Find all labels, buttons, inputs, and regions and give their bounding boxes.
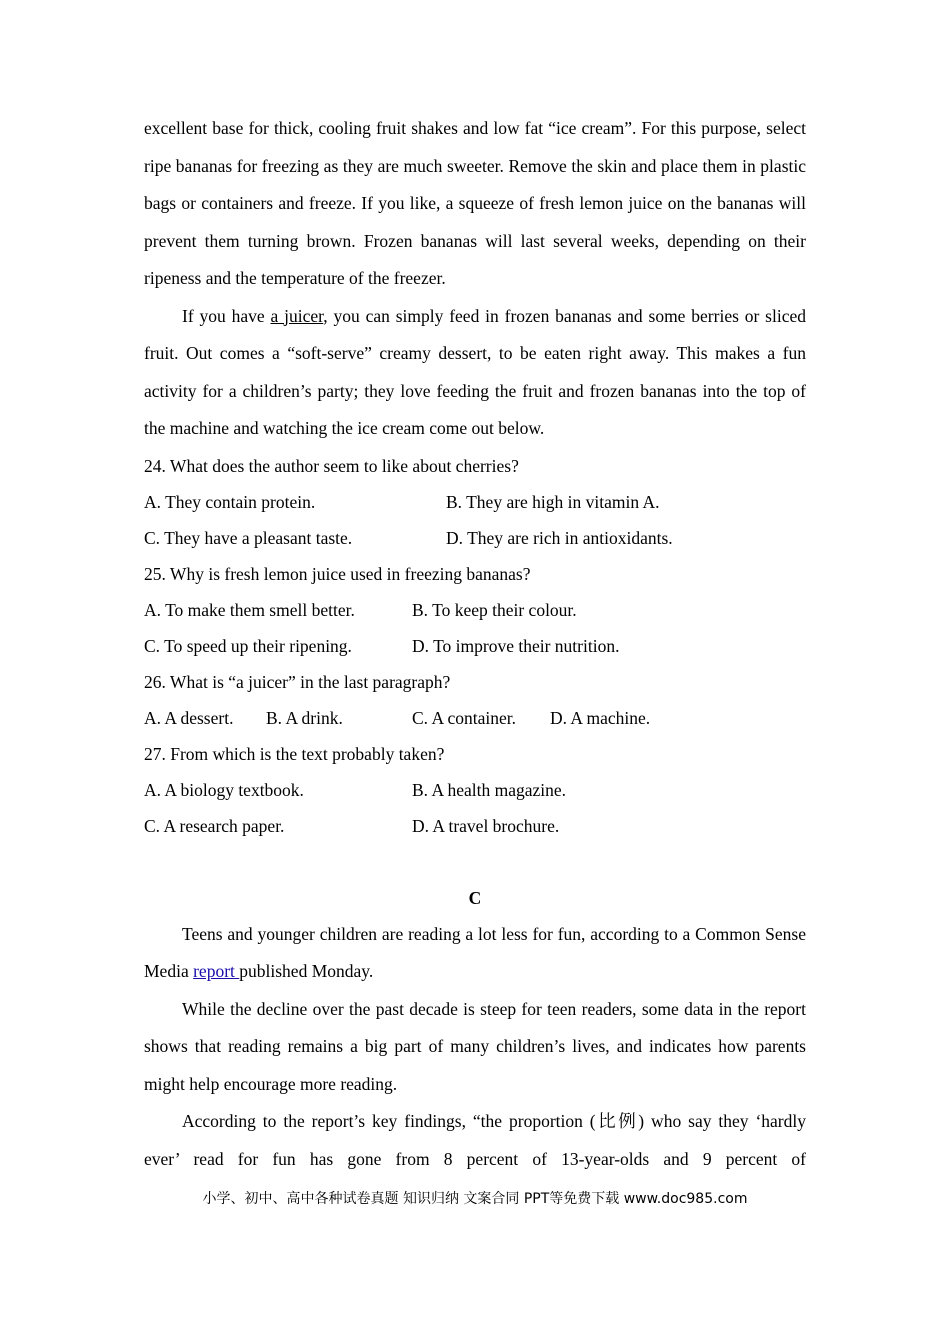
passage-c-paragraph-1 <box>144 916 806 991</box>
question-24-options-row-1 <box>144 484 806 520</box>
question-26-option-d: D. A machine. <box>550 707 651 728</box>
question-25-option-c: C. To speed up their ripening. <box>144 635 352 656</box>
question-24-option-c: C. They have a pleasant taste. <box>144 527 353 548</box>
question-27-option-d: D. A travel brochure. <box>412 815 560 836</box>
page-footer-watermark: 小学、初中、高中各种试卷真题 知识归纳 文案合同 PPT等免费下载 www.doc985.com <box>202 1191 748 1207</box>
question-24: 24. What does the author seem to like about cherries? <box>144 455 519 476</box>
question-24-option-d: D. They are rich in antioxidants. <box>446 527 673 548</box>
question-27: 27. From which is the text probably taken? <box>144 743 445 764</box>
question-24-option-b: B. They are high in vitamin A. <box>446 491 660 512</box>
passage-b-paragraph-1: excellent base for thick, cooling fruit shakes and low fat “ice cream”. For this purpose, select ripe bananas for freezing as they are much sweeter. Remove the skin and place them in plastic bags or containers and freeze. If you like, a squeeze of fresh lemon juice on the bananas will prevent them turning brown. Frozen bananas will last several weeks, depending on their ripeness and the temperature of the freezer. <box>144 118 806 288</box>
passage-b-paragraph-2-start: If you have <box>182 305 271 326</box>
passage-c-paragraph-1-start: Teens and younger children are reading a lot less for fun, according to a Common Sense Media <box>144 923 806 981</box>
question-25-options-row-2 <box>144 628 806 664</box>
question-27-options-row-1 <box>144 772 806 808</box>
question-24-options-row-2 <box>144 520 806 556</box>
question-25: 25. Why is fresh lemon juice used in freezing bananas? <box>144 563 531 584</box>
question-26: 26. What is “a juicer” in the last paragraph? <box>144 671 451 692</box>
report-link[interactable]: report <box>193 961 240 981</box>
question-24-option-a: A. They contain protein. <box>144 491 316 512</box>
underlined-term-juicer: a juicer <box>270 305 324 326</box>
passage-c-paragraph-3: According to the report’s key findings, “the proportion (比例) who say they ‘hardly ever’ read for fun has gone from 8 percent of 13-year-olds and 9 percent of <box>144 1111 806 1169</box>
question-27-option-b: B. A health magazine. <box>412 779 567 800</box>
question-25-option-d: D. To improve their nutrition. <box>412 635 620 656</box>
question-27-option-a: A. A biology textbook. <box>144 779 304 800</box>
question-26-option-b: B. A drink. <box>266 707 343 728</box>
question-25-option-b: B. To keep their colour. <box>412 599 577 620</box>
passage-b-paragraph-2-rest: , you can simply feed in frozen bananas and some berries or sliced fruit. Out comes a “soft-serve” creamy dessert, to be eaten right away. This makes a fun activity for a children’s party; they love feeding the fruit and frozen bananas into the top of the machine and watching the ice cream come out below. <box>144 305 806 438</box>
question-25-options-row-1 <box>144 592 806 628</box>
passage-b-paragraph-2 <box>144 298 806 448</box>
question-27-option-c: C. A research paper. <box>144 815 285 836</box>
passage-c-paragraph-1-rest: published Monday. <box>239 961 374 981</box>
question-25-option-a: A. To make them smell better. <box>144 599 355 620</box>
question-26-option-c: C. A container. <box>412 707 517 728</box>
section-title-c: C <box>468 887 482 908</box>
passage-c-paragraph-2: While the decline over the past decade is steep for teen readers, some data in the report shows that reading remains a big part of many children’s lives, and indicates how parents might help encourage more reading. <box>144 998 806 1094</box>
question-26-option-a: A. A dessert. <box>144 707 234 728</box>
section-spacer <box>144 844 806 880</box>
question-27-options-row-2 <box>144 808 806 844</box>
question-26-options-row <box>144 700 806 736</box>
page-content <box>144 110 806 1178</box>
